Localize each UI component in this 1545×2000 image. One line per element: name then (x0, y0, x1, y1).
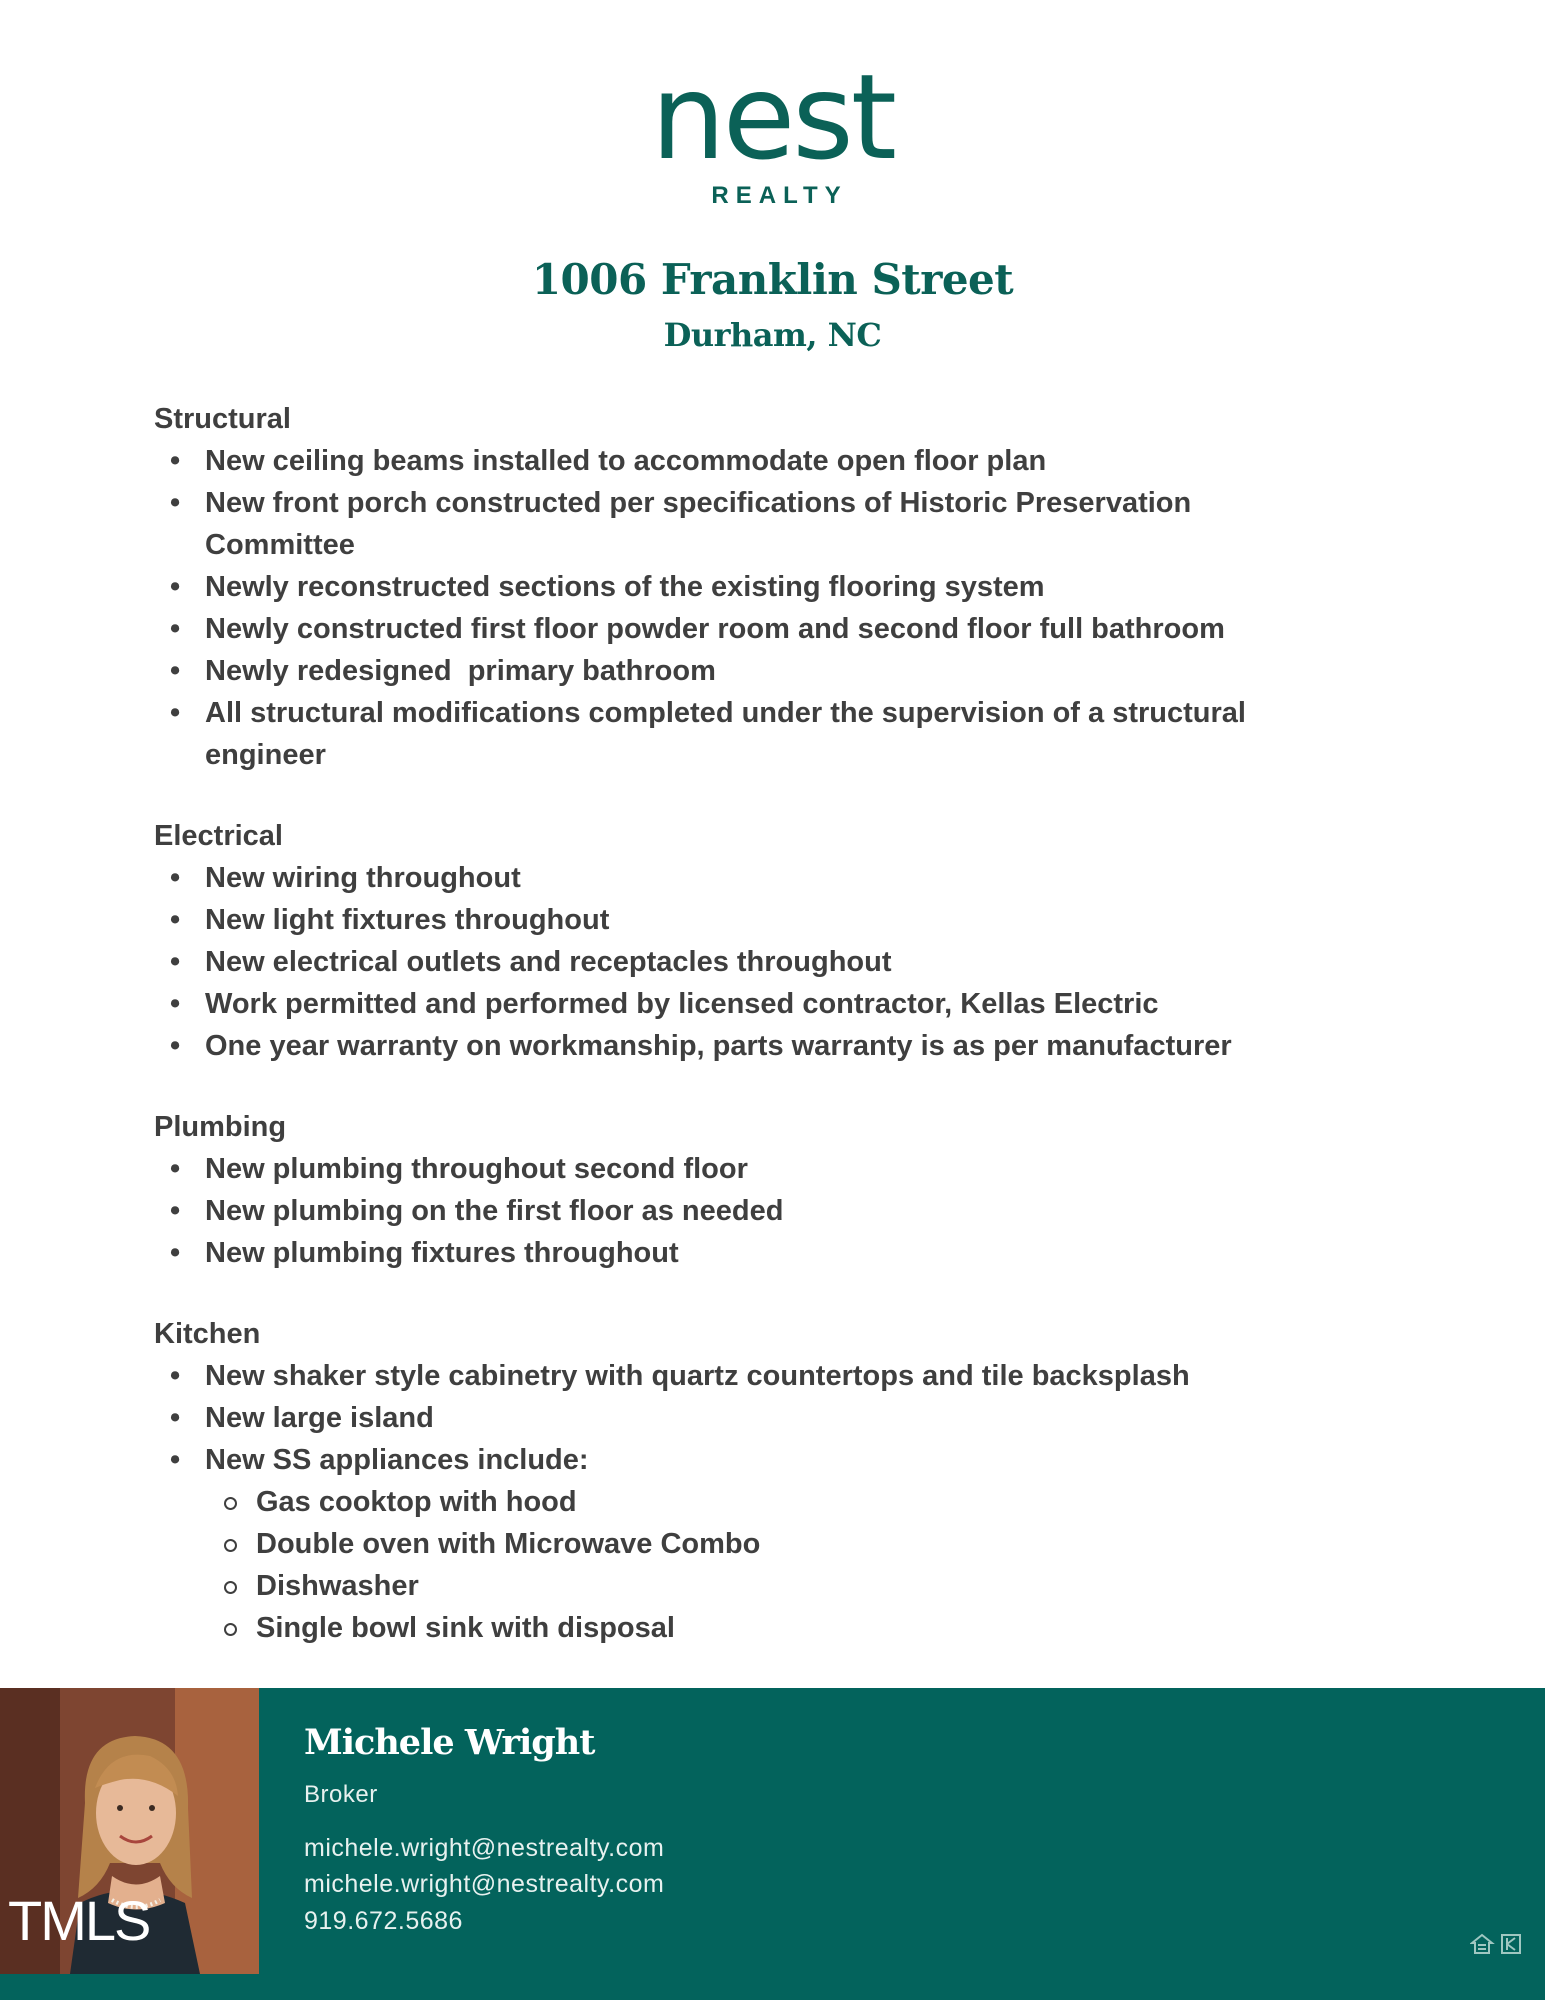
feature-item: • New large island (154, 1397, 1284, 1439)
features-content (154, 398, 1284, 1688)
feature-list (154, 857, 1284, 1067)
section-title: Kitchen (154, 1318, 261, 1350)
agent-footer (0, 1688, 1545, 2000)
feature-item: • Work permitted and performed by licensed contractor, Kellas Electric (154, 983, 1284, 1025)
appliance-sublist (154, 1481, 1284, 1649)
brand-logo (0, 48, 1545, 210)
sub-item: Gas cooktop with hood (154, 1481, 1284, 1523)
agent-email-link[interactable]: michele.wright@nestrealty.com (304, 1834, 665, 1862)
feature-item: • New front porch constructed per specifications of Historic Preservation Committee (154, 482, 1284, 566)
feature-item: • New plumbing on the first floor as needed (154, 1190, 1284, 1232)
agent-name: Michele Wright (304, 1722, 595, 1763)
property-city: Durham, NC (663, 316, 882, 354)
feature-list (154, 440, 1284, 776)
feature-item: • New wiring throughout (154, 857, 1284, 899)
feature-item: • New light fixtures throughout (154, 899, 1284, 941)
logo-wordmark: nest (650, 48, 895, 186)
feature-item: • New SS appliances include: (154, 1439, 1284, 1481)
feature-item: • New plumbing throughout second floor (154, 1148, 1284, 1190)
agent-email-link[interactable]: michele.wright@nestrealty.com (304, 1870, 665, 1898)
section-title: Plumbing (154, 1111, 287, 1143)
section-electrical (154, 815, 1284, 1067)
feature-item: • New electrical outlets and receptacles throughout (154, 941, 1284, 983)
feature-item: • All structural modifications completed under the supervision of a structural engineer (154, 692, 1284, 776)
feature-item: • New ceiling beams installed to accommodate open floor plan (154, 440, 1284, 482)
feature-list (154, 1148, 1284, 1274)
agent-role: Broker (304, 1781, 378, 1808)
sub-item: Single bowl sink with disposal (154, 1607, 1284, 1649)
section-structural (154, 398, 1284, 776)
sub-item: Double oven with Microwave Combo (154, 1523, 1284, 1565)
feature-item: • One year warranty on workmanship, parts warranty is as per manufacturer (154, 1025, 1284, 1067)
feature-item: • Newly constructed first floor powder room and second floor full bathroom (154, 608, 1284, 650)
equal-housing-realtor-icon (1470, 1933, 1526, 1955)
agent-photo (0, 1688, 259, 1974)
feature-item: • Newly redesigned primary bathroom (154, 650, 1284, 692)
property-street: 1006 Franklin Street (531, 255, 1014, 304)
feature-item: • Newly reconstructed sections of the existing flooring system (154, 566, 1284, 608)
section-plumbing (154, 1106, 1284, 1274)
agent-phone-link[interactable]: 919.672.5686 (304, 1907, 463, 1935)
logo-subtitle: REALTY (711, 182, 848, 209)
photo-watermark: TMLS (8, 1889, 150, 1952)
section-title: Electrical (154, 820, 283, 852)
feature-item: • New plumbing fixtures throughout (154, 1232, 1284, 1274)
section-title: Structural (154, 403, 291, 435)
feature-list (154, 1355, 1284, 1481)
section-kitchen (154, 1313, 1284, 1649)
sub-item: Dishwasher (154, 1565, 1284, 1607)
feature-item: • New shaker style cabinetry with quartz countertops and tile backsplash (154, 1355, 1284, 1397)
